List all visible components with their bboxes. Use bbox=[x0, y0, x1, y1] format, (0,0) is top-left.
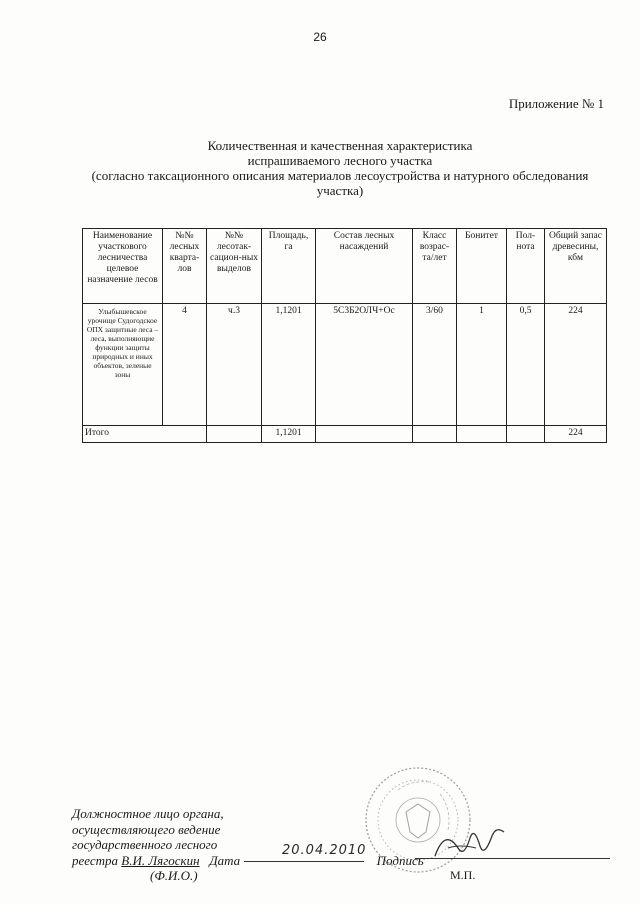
handwritten-signature bbox=[430, 818, 510, 868]
table-header-row bbox=[83, 229, 607, 304]
footer-line-3: государственного лесного bbox=[72, 837, 218, 852]
page-number: 26 bbox=[313, 30, 327, 44]
footer-line-2: осуществляющего ведение bbox=[72, 821, 221, 837]
col-header-area: Площадь, га bbox=[262, 229, 316, 304]
heading-line-3: (согласно таксационного описания материалов лесоустройства и натурного обследования bbox=[91, 168, 589, 183]
cell-area: 1,1201 bbox=[262, 304, 316, 426]
total-empty bbox=[413, 426, 457, 443]
col-header-bonitet: Бонитет bbox=[457, 229, 507, 304]
col-header-stock: Общий запас древесины, кбм bbox=[545, 229, 607, 304]
document-heading bbox=[70, 138, 610, 198]
total-empty bbox=[207, 426, 262, 443]
heading-line-2: испрашиваемого лесного участка bbox=[247, 153, 433, 168]
mp-label: М.П. bbox=[450, 868, 476, 882]
col-header-age-class: Класс возрас-та/лет bbox=[413, 229, 457, 304]
col-header-section: №№ лесотак-сацион-ных выделов bbox=[207, 229, 262, 304]
cell-stock: 224 bbox=[545, 304, 607, 426]
total-stock: 224 bbox=[545, 426, 607, 443]
cell-density: 0,5 bbox=[507, 304, 545, 426]
registry-label: реестра bbox=[72, 852, 119, 868]
col-header-name: Наименование участкового лесничества целевое назначение лесов bbox=[83, 229, 163, 304]
footer-line-1: Должностное лицо органа, bbox=[72, 806, 224, 821]
total-area: 1,1201 bbox=[262, 426, 316, 443]
heading-line-4: участка) bbox=[316, 183, 364, 198]
cell-bonitet: 1 bbox=[457, 304, 507, 426]
cell-section: ч.3 bbox=[207, 304, 262, 426]
total-label: Итого bbox=[83, 426, 207, 443]
table-row bbox=[83, 304, 607, 426]
cell-quarter: 4 bbox=[163, 304, 207, 426]
total-empty bbox=[457, 426, 507, 443]
col-header-composition: Состав лесных насаждений bbox=[316, 229, 413, 304]
total-empty bbox=[316, 426, 413, 443]
cell-name: Улыбышевское урочище Судогодское ОПХ защитные леса – леса, выполняющие функции защиты природных и иных объектов, зеленые зоны bbox=[83, 304, 163, 426]
cell-age-class: 3/60 bbox=[413, 304, 457, 426]
handwritten-date: 20.04.2010 bbox=[282, 843, 367, 858]
col-header-density: Пол-нота bbox=[507, 229, 545, 304]
appendix-label: Приложение № 1 bbox=[508, 96, 604, 111]
total-empty bbox=[507, 426, 545, 443]
date-label: Дата bbox=[209, 852, 241, 868]
sign-label: Подпись bbox=[376, 852, 424, 868]
table-total-row bbox=[83, 426, 607, 443]
col-header-quarter: №№ лесных кварта-лов bbox=[163, 229, 207, 304]
fio-label: (Ф.И.О.) bbox=[150, 868, 198, 883]
forest-characteristics-table bbox=[82, 228, 607, 443]
cell-composition: 5С3Б2ОЛЧ+Ос bbox=[316, 304, 413, 426]
official-name: В.И. Лягоскин bbox=[121, 852, 200, 868]
heading-line-1: Количественная и качественная характеристика bbox=[207, 138, 473, 153]
